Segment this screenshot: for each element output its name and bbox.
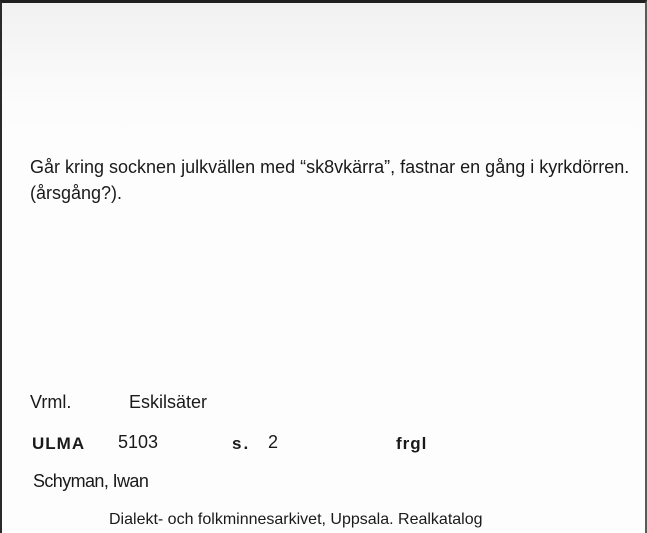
- card-entry-text: Går kring socknen julkvällen med “sk8vkärra”, fastnar en gång i kyrkdörren. (årsgång?).: [30, 157, 630, 203]
- archive-code: ULMA: [32, 434, 86, 453]
- page-label: s.: [232, 434, 251, 453]
- collector-name: Schyman, Iwan: [33, 471, 149, 491]
- page-number: 2: [268, 432, 279, 452]
- archive-footer: Dialekt- och folkminnesarkivet, Uppsala. Realkatalog: [109, 511, 483, 528]
- province-abbreviation: Vrml.: [30, 392, 72, 412]
- parish-name: Eskilsäter: [129, 392, 208, 412]
- paper-shading: [2, 3, 645, 133]
- record-number: 5103: [118, 432, 159, 452]
- category-code: frgl: [396, 434, 428, 453]
